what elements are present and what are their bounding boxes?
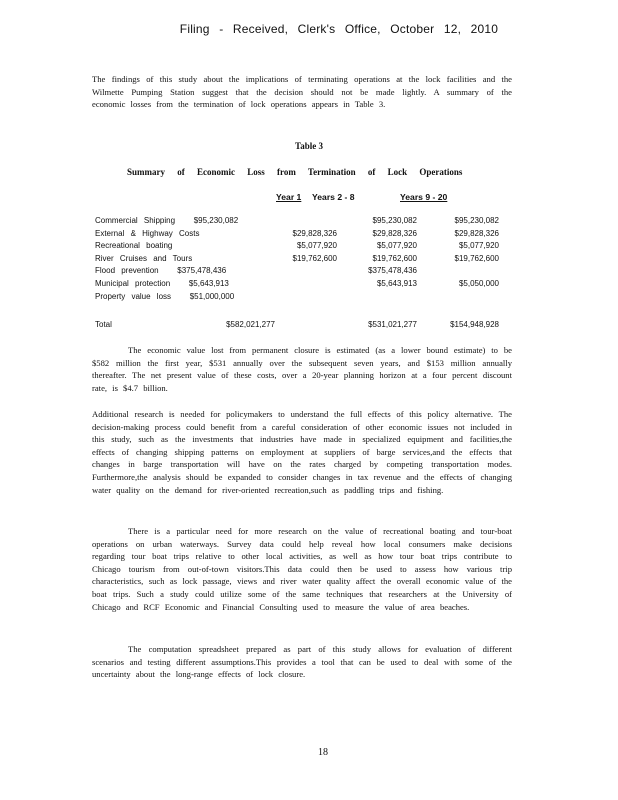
cell-year-1: $29,828,326 (292, 228, 337, 238)
total-year-1: $582,021,277 (226, 320, 275, 329)
col-years-2-8: Years 2 - 8 (312, 192, 355, 202)
table-row (95, 216, 515, 228)
cell-years-2-8: $95,230,082 (372, 216, 417, 225)
table-title: Table 3 (295, 141, 323, 151)
table-row (95, 254, 515, 266)
page-number: 18 (318, 747, 328, 758)
table-row (95, 292, 515, 304)
paragraph-recreational-boating: There is a particular need for more research on the value of recreational boating and tour-boat operations on urban waterways. Survey data could help reveal how local consumers make decisions regarding tour boat trips relative to other local activities, as well as how tour boat trips contribute to Chicago tourism from out-of-town visitors.This data could then be used to assess how various trip characteristics, such as lock passage, views and river water quality affect the overall economic value of the boat trips. Such a study could utilize some of the same techniques that researchers at the University of Chicago and RCF Economic and Financial Consulting used to measure the value of area beaches. (92, 526, 512, 612)
row-label: River Cruises and Tours (95, 253, 193, 263)
filing-header: Filing - Received, Clerk's Office, October 12, 2010 (179, 22, 499, 36)
cell-years-9-20: $19,762,600 (454, 253, 499, 263)
table-row (95, 279, 515, 291)
cell-years-2-8: $29,828,326 (372, 228, 417, 238)
intro-paragraph: The findings of this study about the implications of terminating operations at the lock facilities and the Wilmette Pumping Station suggest that the decision should not be made lightly. A summary of the economic losses from the termination of lock operations appears in Table 3. (92, 74, 512, 110)
row-label: Municipal protection $5,643,913 (95, 279, 229, 288)
total-label: Total (95, 320, 112, 329)
col-years-9-20: Years 9 - 20 (400, 192, 448, 202)
paragraph-additional-research: Additional research is needed for policymakers to understand the full effects of this policy alternative. The decision-making process could benefit from a careful consideration of other economic issues not included in this study, such as the investments that industries have made in specialized equipment and facilities,the effects of changing shipping patterns on employment at suppliers of barge services,and the effects that changes in barge transportation will have on the rates charged by competing transportation modes. Furthermore,the analysis should be expanded to consider changes in tax revenue and the effects of changing water quality on the demand for river-oriented recreation,such as paddling trips and fishing. (92, 409, 512, 495)
cell-year-1: $5,077,920 (296, 241, 337, 251)
row-label: Commercial Shipping $95,230,082 (95, 216, 239, 225)
total-years-9-20: $154,948,928 (450, 320, 499, 329)
cell-year-1: $19,762,600 (292, 253, 337, 263)
paragraph-computation-spreadsheet: The computation spreadsheet prepared as part of this study allows for evaluation of different scenarios and testing different assumptions.This provides a tool that can be used to deal with some of the uncertainty about the long-range effects of lock closure. (92, 644, 512, 680)
table-total-row (95, 320, 515, 332)
row-label: External & Highway Costs (95, 228, 200, 238)
row-label: Property value loss $51,000,000 (95, 291, 235, 301)
cell-years-2-8: $5,643,913 (376, 279, 417, 288)
table-row (95, 266, 515, 278)
table-row (95, 229, 515, 241)
cell-years-9-20: $5,050,000 (458, 279, 499, 288)
total-years-2-8: $531,021,277 (368, 320, 417, 329)
cell-years-2-8: $5,077,920 (376, 241, 417, 251)
paragraph-economic-value: The economic value lost from permanent closure is estimated (as a lower bound estimate) to be $582 million the first year, $531 annually over the subsequent seven years, and $153 million annually thereafter. The net present value of these costs, over a 20-year planning horizon at a four percent discount rate, is $4.7 billion. (92, 345, 512, 393)
cell-years-2-8: $19,762,600 (372, 253, 417, 263)
row-label: Flood prevention $375,478,436 (95, 266, 227, 276)
cell-years-9-20: $29,828,326 (454, 228, 499, 238)
cell-years-2-8: $375,478,436 (368, 266, 417, 276)
cell-years-9-20: $95,230,082 (454, 216, 499, 225)
cell-years-9-20: $5,077,920 (458, 241, 499, 251)
table-subtitle: Summary of Economic Loss from Termination of Lock Operations (127, 167, 463, 177)
table-row (95, 241, 515, 253)
row-label: Recreational boating (95, 241, 173, 251)
col-year-1: Year 1 (276, 192, 302, 202)
